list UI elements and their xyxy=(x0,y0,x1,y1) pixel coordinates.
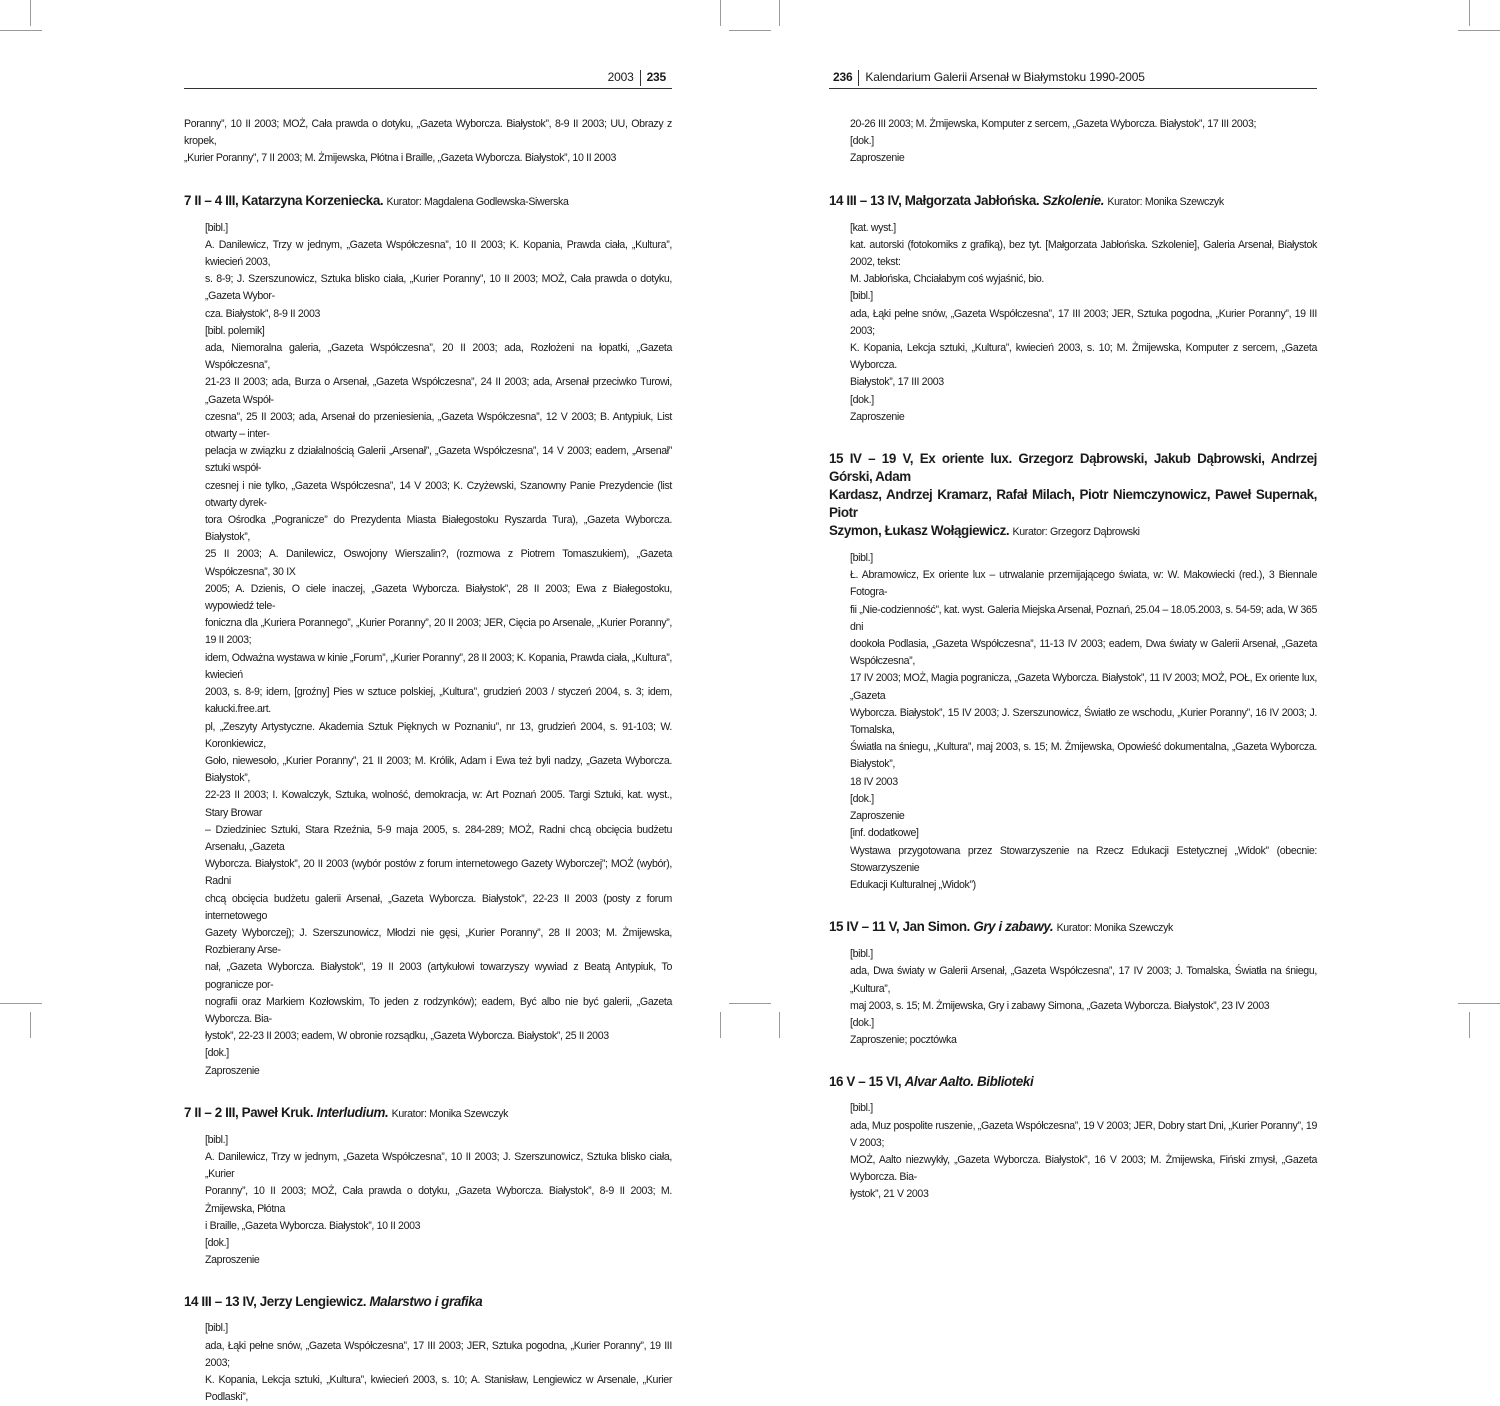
text-line: K. Kopania, Lekcja sztuki, „Kultura”, kwiecień 2003, s. 10; M. Żmijewska, Komputer z sercem, „Gazeta Wyborcza. xyxy=(850,342,1317,372)
text-line: Zaproszenie xyxy=(205,1254,260,1267)
text-line: Zaproszenie; pocztówka xyxy=(850,1034,957,1047)
page-header xyxy=(829,70,1317,89)
text-line: i Braille, „Gazeta Wyborcza. Białystok”, 10 II 2003 xyxy=(205,1219,421,1232)
text-line: Białystok”, 17 III 2003 xyxy=(850,376,944,389)
curator: Kurator: Monika Szewczyk xyxy=(391,1107,509,1120)
text-line: foniczna dla „Kuriera Porannego”, „Kurier Poranny”, 20 II 2003; JER, Cięcia po Arsenale, „Kurier Poranny”, 19 II 2003; xyxy=(205,617,672,647)
text-line: [bibl. polemik] xyxy=(205,324,265,337)
text-line: s. 8-9; J. Szerszunowicz, Sztuka blisko ciała, „Kurier Poranny”, 10 II 2003; MOŻ, Cała prawda o dotyku, „Gazeta Wybor- xyxy=(205,273,672,303)
text-line: [dok.] xyxy=(850,792,874,805)
text-line: 2003, s. 8-9; idem, [groźny] Pies w sztuce polskiej, „Kultura”, grudzień 2003 / styczeń 2004, s. 3; idem, kałucki.free.art. xyxy=(205,686,672,716)
text-line: 18 IV 2003 xyxy=(850,775,898,788)
text-line: Poranny”, 10 II 2003; MOŻ, Cała prawda o dotyku, „Gazeta Wyborcza. Białystok”, 8-9 II 2003; UU, Obrazy z kropek, xyxy=(184,118,672,148)
text-line: [bibl.] xyxy=(205,1322,228,1335)
page-number: 236 xyxy=(829,70,859,86)
text-line: Ł. Abramowicz, Ex oriente lux – utrwalanie przemijającego świata, w: W. Makowiecki (red.), 3 Biennale Fotogra- xyxy=(850,569,1317,599)
crop-mark xyxy=(30,0,31,26)
text-line: nografii oraz Markiem Kozłowskim, To jeden z rodzynków); eadem, Być albo nie być galerii, „Gazeta Wyborcza. Bia- xyxy=(205,995,672,1025)
text-line: ada, Łąki pełne snów, „Gazeta Współczesna”, 17 III 2003; JER, Sztuka pogodna, „Kurier Poranny”, 19 III 2003; xyxy=(850,307,1317,337)
text-line: Goło, niewesoło, „Kurier Poranny”, 21 II 2003; M. Królik, Adam i Ewa też byli nadzy, „Gazeta Wyborcza. Białystok”, xyxy=(205,754,672,785)
crop-mark xyxy=(1458,30,1500,31)
text-line: [inf. dodatkowe] xyxy=(850,827,919,840)
text-line: łystok”, 22-23 II 2003; eadem, W obronie rozsądku, „Gazeta Wyborcza. Białystok”, 25 II 2003 xyxy=(205,1030,609,1043)
entry-bibliography xyxy=(184,1320,672,1406)
entry-heading: 14 III – 13 IV, Małgorzata Jabłońska. Szkolenie. Kurator: Monika Szewczyk xyxy=(829,192,1224,208)
text-line: czesnej i nie tylko, „Gazeta Współczesna”, 14 V 2003; K. Czyżewski, Szanowny Panie Prezydencie (list otwarty dyrek- xyxy=(205,479,672,509)
text-line: [dok.] xyxy=(850,135,874,148)
entry-continuation xyxy=(829,116,1317,168)
crop-mark xyxy=(0,30,42,31)
text-line: [bibl.] xyxy=(205,221,228,234)
crop-mark xyxy=(779,1012,780,1038)
curator: Kurator: Monika Szewczyk xyxy=(1056,922,1173,935)
crop-mark xyxy=(0,1003,42,1004)
text-line: kat. autorski (fotokomiks z grafiką), bez tyt. [Małgorzata Jabłońska. Szkolenie], Galeria Arsenał, Białystok 2002, tekst: xyxy=(850,238,1317,269)
text-line: [kat. wyst.] xyxy=(850,221,896,234)
entry-bibliography xyxy=(829,1100,1317,1203)
text-line: [dok.] xyxy=(850,393,874,406)
text-line: pelacja w związku z działalnością Galerii „Arsenał”, „Gazeta Współczesna”, 14 V 2003; eadem, „Arsenał” sztuki współ- xyxy=(205,445,672,475)
text-line: 2005; A. Dzienis, O ciele inaczej, „Gazeta Wyborcza. Białystok”, 28 II 2003; Ewa z Białegostoku, wypowiedź tele- xyxy=(205,582,672,613)
text-line: fii „Nie-codzienność”, kat. wyst. Galeria Miejska Arsenał, Poznań, 25.04 – 18.05.2003, s. 54-59; ada, W 365 dni xyxy=(850,603,1317,633)
text-line: 21-23 II 2003; ada, Burza o Arsenał, „Gazeta Współczesna”, 24 II 2003; ada, Arsenał przeciwko Turowi, „Gazeta Współ- xyxy=(205,376,672,406)
entry-heading-line: 15 IV – 19 V, Ex oriente lux. Grzegorz Dąbrowski, Jakub Dąbrowski, Andrzej Górski, Adam xyxy=(829,451,1317,485)
crop-mark xyxy=(1458,1003,1500,1004)
page-header xyxy=(184,70,672,89)
text-line: 22-23 II 2003; I. Kowalczyk, Sztuka, wolność, demokracja, w: Art Poznań 2005. Targi Sztuki, kat. wyst., Stary Browar xyxy=(205,789,672,819)
curator: Kurator: Magdalena Godlewska-Siwerska xyxy=(386,195,569,208)
crop-mark xyxy=(729,30,771,31)
text-line: Wyborcza. Białystok”, 15 IV 2003; J. Szerszunowicz, Światło ze wschodu, „Kurier Poranny”, 16 IV 2003; J. Tomalska, xyxy=(850,706,1317,737)
text-line: [bibl.] xyxy=(205,1133,228,1146)
text-line: [bibl.] xyxy=(850,1102,873,1115)
crop-mark xyxy=(720,0,721,26)
text-line: 25 II 2003; A. Danilewicz, Oswojony Wierszalin?, (rozmowa z Piotrem Tomaszukiem), „Gazeta Współczesna”, 30 IX xyxy=(205,548,672,578)
text-line: Zaproszenie xyxy=(205,1064,260,1077)
running-head-year: 2003 xyxy=(607,70,634,84)
text-line: tora Ośrodka „Pogranicze” do Prezydenta Miasta Białegostoku Ryszarda Tura), „Gazeta Wyborcza. Białystok”, xyxy=(205,514,672,544)
text-line: Światła na śniegu, „Kultura”, maj 2003, s. 15; M. Żmijewska, Opowieść dokumentalna, „Gazeta Wyborcza. Białystok”, xyxy=(850,741,1317,771)
text-line: 20-26 III 2003; M. Żmijewska, Komputer z sercem, „Gazeta Wyborcza. Białystok”, 17 III 2003; xyxy=(850,118,1257,130)
text-line: „Kurier Poranny”, 7 II 2003; M. Żmijewska, Płótna i Braille, „Gazeta Wyborcza. Białystok”, 10 II 2003 xyxy=(184,152,617,165)
text-line: Gazety Wyborczej); J. Szerszunowicz, Młodzi nie gęsi, „Kurier Poranny”, 28 II 2003; M. Żmijewska, Rozbierany Arse- xyxy=(205,926,672,957)
text-line: A. Danilewicz, Trzy w jednym, „Gazeta Współczesna”, 10 II 2003; K. Kopania, Prawda ciała, „Kultura”, kwiecień 2003, xyxy=(205,238,672,269)
text-line: A. Danilewicz, Trzy w jednym, „Gazeta Współczesna”, 10 II 2003; J. Szerszunowicz, Sztuka blisko ciała, „Kurier xyxy=(205,1150,672,1181)
text-line: łystok”, 21 V 2003 xyxy=(850,1188,929,1201)
text-line: ada, Niemoralna galeria, „Gazeta Współczesna”, 20 II 2003; ada, Rozłożeni na łopatki, „Gazeta Współczesna”, xyxy=(205,342,672,372)
right-page xyxy=(829,0,1317,1201)
entry-bibliography xyxy=(829,550,1317,894)
crop-mark xyxy=(30,1012,31,1038)
text-line: idem, Odważna wystawa w kinie „Forum”, „Kurier Poranny”, 28 II 2003; K. Kopania, Prawda ciała, „Kultura”, kwiecień xyxy=(205,651,672,681)
crop-mark xyxy=(720,1012,721,1038)
entry-heading: 7 II – 4 III, Katarzyna Korzeniecka. Kurator: Magdalena Godlewska-Siwerska xyxy=(184,192,569,208)
text-line: [bibl.] xyxy=(850,290,873,303)
entry-heading xyxy=(829,450,1317,541)
text-line: ada, Dwa światy w Galerii Arsenał, „Gazeta Współczesna”, 17 IV 2003; J. Tomalska, Światła na śniegu, „Kultura”, xyxy=(850,965,1317,995)
entry-heading: 14 III – 13 IV, Jerzy Lengiewicz. Malarstwo i grafika xyxy=(184,1294,483,1310)
text-line: MOŻ, Aalto niezwykły, „Gazeta Wyborcza. Białystok”, 16 V 2003; M. Żmijewska, Fiński zmysł, „Gazeta Wyborcza. Bia- xyxy=(850,1153,1317,1184)
left-page xyxy=(184,0,672,1404)
text-line: dookoła Podlasia, „Gazeta Współczesna”, 11-13 IV 2003; eadem, Dwa światy w Galerii Arsenał, „Gazeta Współczesna”, xyxy=(850,638,1317,668)
page-body xyxy=(829,116,1317,1204)
entry-heading-line: Szymon, Łukasz Wołągiewicz. Kurator: Grzegorz Dąbrowski xyxy=(829,523,1140,539)
entry-heading: 7 II – 2 III, Paweł Kruk. Interludium. Kurator: Monika Szewczyk xyxy=(184,1104,509,1120)
text-line: Zaproszenie xyxy=(850,152,905,165)
text-line: cza. Białystok”, 8-9 II 2003 xyxy=(205,307,321,320)
entry-bibliography xyxy=(829,220,1317,426)
text-line: czesna”, 25 II 2003; ada, Arsenał do przeniesienia, „Gazeta Współczesna”, 12 V 2003; B. Antypiuk, List otwarty – inter- xyxy=(205,410,672,441)
text-line: ada, Łąki pełne snów, „Gazeta Współczesna”, 17 III 2003; JER, Sztuka pogodna, „Kurier Poranny”, 19 III 2003; xyxy=(205,1339,672,1369)
text-line: Wyborcza. Białystok”, 20 II 2003 (wybór postów z forum internetowego Gazety Wyborczej”; MOŻ (wybór), Radni xyxy=(205,858,672,888)
text-line: Poranny”, 10 II 2003; MOŻ, Cała prawda o dotyku, „Gazeta Wyborcza. Białystok”, 8-9 II 2003; M. Żmijewska, Płótna xyxy=(205,1185,672,1215)
text-line: [dok.] xyxy=(205,1047,229,1060)
entry-bibliography xyxy=(184,220,672,1080)
crop-mark xyxy=(1469,0,1470,26)
text-line: pl, „Zeszyty Artystyczne. Akademia Sztuk Pięknych w Poznaniu”, nr 13, grudzień 2004, s. 91-103; W. Koronkiewicz, xyxy=(205,720,672,750)
text-line: [bibl.] xyxy=(850,552,873,565)
text-line: [dok.] xyxy=(205,1236,229,1249)
text-line: [bibl.] xyxy=(850,948,873,961)
page-body xyxy=(184,116,672,1406)
text-line: Wystawa przygotowana przez Stowarzyszenie na Rzecz Edukacji Estetycznej „Widok” (obecnie: Stowarzyszenie xyxy=(850,844,1317,874)
running-head-title: Kalendarium Galerii Arsenał w Białymstoku 1990-2005 xyxy=(865,70,1145,84)
text-line: 17 IV 2003; MOŻ, Magia pogranicza, „Gazeta Wyborcza. Białystok”, 11 IV 2003; MOŻ, POŁ, Ex oriente lux, „Gazeta xyxy=(850,672,1317,702)
text-line: ada, Muz pospolite ruszenie, „Gazeta Współczesna”, 19 V 2003; JER, Dobry start Dni, „Kurier Poranny”, 19 V 2003; xyxy=(850,1119,1317,1149)
text-line: maj 2003, s. 15; M. Żmijewska, Gry i zabawy Simona, „Gazeta Wyborcza. Białystok”, 23 IV 2003 xyxy=(850,999,1270,1012)
crop-mark xyxy=(779,0,780,26)
entry-heading: 16 V – 15 VI, Alvar Aalto. Biblioteki xyxy=(829,1074,1034,1090)
crop-mark xyxy=(729,1003,771,1004)
entry-heading: 15 IV – 11 V, Jan Simon. Gry i zabawy. Kurator: Monika Szewczyk xyxy=(829,919,1173,935)
text-line: Edukacji Kulturalnej „Widok”) xyxy=(850,878,976,891)
curator: Kurator: Monika Szewczyk xyxy=(1107,195,1224,208)
text-line: [dok.] xyxy=(850,1016,874,1029)
text-line: Zaproszenie xyxy=(850,410,905,423)
entry-heading-line: Kardasz, Andrzej Kramarz, Rafał Milach, Piotr Niemczynowicz, Paweł Supernak, Piotr xyxy=(829,487,1317,521)
entry-bibliography xyxy=(184,1132,672,1270)
text-line: M. Jabłońska, Chciałabym coś wyjaśnić, bio. xyxy=(850,273,1044,286)
page-number: 235 xyxy=(640,70,672,86)
text-line: – Dziedziniec Sztuki, Stara Rzeźnia, 5-9 maja 2005, s. 284-289; MOŻ, Radni chcą obcięcia budżetu Arsenału, „Gazeta xyxy=(205,823,672,853)
crop-mark xyxy=(1469,1012,1470,1038)
text-line: Zaproszenie xyxy=(850,810,905,823)
curator: Kurator: Grzegorz Dąbrowski xyxy=(1012,526,1140,539)
text-line: chcą obcięcia budżetu galerii Arsenał, „Gazeta Wyborcza. Białystok”, 22-23 II 2003 (posty z forum internetowego xyxy=(205,892,672,922)
text-line: nał, „Gazeta Wyborcza. Białystok”, 19 II 2003 (artykułowi towarzyszy wywiad z Beatą Antypiuk, To pogranicze por- xyxy=(205,961,672,991)
text-line: K. Kopania, Lekcja sztuki, „Kultura”, kwiecień 2003, s. 10; A. Stanisław, Lengiewicz w Arsenale, „Kurier Podlaski”, xyxy=(205,1374,672,1404)
